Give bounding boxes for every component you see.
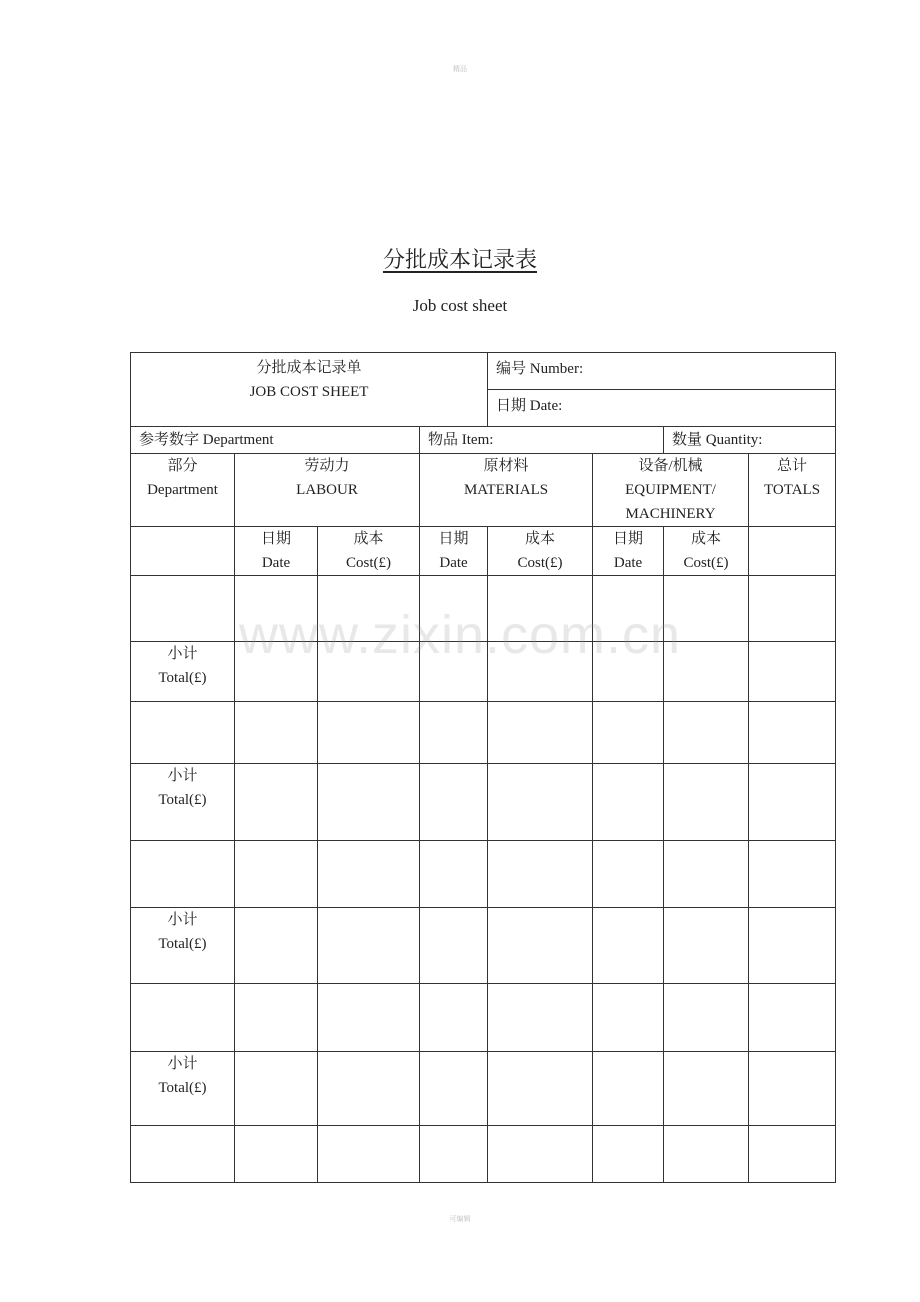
entry-cell[interactable] xyxy=(593,1126,664,1183)
sub-header-blank xyxy=(131,527,235,576)
subtotal-cn: 小计 xyxy=(167,1056,198,1072)
entry-cell[interactable] xyxy=(318,642,420,702)
quantity-field[interactable] xyxy=(664,427,836,454)
subtotal-label-cell xyxy=(131,1052,235,1126)
subtotal-row xyxy=(131,1052,836,1126)
entry-cell[interactable] xyxy=(593,984,664,1052)
sheet-name-en: JOB COST SHEET xyxy=(249,384,369,400)
sub-date-en: Date xyxy=(261,555,291,571)
table-row xyxy=(131,702,836,764)
sheet-name-cell xyxy=(131,353,488,427)
entry-cell[interactable] xyxy=(488,984,593,1052)
sub-header-materials-date xyxy=(420,527,488,576)
footer-note: 可编辑 xyxy=(449,1215,471,1223)
entry-cell[interactable] xyxy=(664,984,749,1052)
sub-date-cn: 日期 xyxy=(260,531,291,547)
number-label: 编号 Number: xyxy=(496,361,584,377)
entry-cell[interactable] xyxy=(235,764,318,841)
subtotal-cn: 小计 xyxy=(167,912,198,928)
col-materials-en: MATERIALS xyxy=(463,482,549,498)
entry-cell[interactable] xyxy=(488,764,593,841)
col-equipment-en2: MACHINERY xyxy=(625,506,716,522)
department-field[interactable] xyxy=(131,427,420,454)
sub-date-en: Date xyxy=(439,555,468,571)
entry-cell[interactable] xyxy=(131,841,235,908)
entry-cell[interactable] xyxy=(593,1052,664,1126)
entry-cell[interactable] xyxy=(131,576,235,642)
page-title: 分批成本记录表 xyxy=(382,247,537,272)
sub-header-materials-cost xyxy=(488,527,593,576)
subtotal-label-cell xyxy=(131,908,235,984)
col-header-totals xyxy=(749,454,836,527)
entry-cell[interactable] xyxy=(318,1052,420,1126)
sub-cost-en: Cost(£) xyxy=(346,555,391,571)
col-header-equipment xyxy=(593,454,749,527)
entry-cell[interactable] xyxy=(664,642,749,702)
entry-cell[interactable] xyxy=(318,576,420,642)
col-header-labour xyxy=(235,454,420,527)
sub-header-labour-date xyxy=(235,527,318,576)
entry-cell[interactable] xyxy=(749,702,836,764)
quantity-label: 数量 Quantity: xyxy=(672,432,763,448)
entry-cell[interactable] xyxy=(420,642,488,702)
entry-cell[interactable] xyxy=(235,576,318,642)
entry-cell[interactable] xyxy=(235,1126,318,1183)
entry-cell[interactable] xyxy=(488,1052,593,1126)
entry-cell[interactable] xyxy=(235,908,318,984)
subtotal-en: Total(£) xyxy=(158,792,207,808)
entry-cell[interactable] xyxy=(420,1126,488,1183)
number-field[interactable] xyxy=(488,353,836,390)
entry-cell[interactable] xyxy=(749,642,836,702)
entry-cell[interactable] xyxy=(420,576,488,642)
entry-cell[interactable] xyxy=(318,908,420,984)
entry-cell[interactable] xyxy=(131,1126,235,1183)
entry-cell[interactable] xyxy=(235,841,318,908)
entry-cell[interactable] xyxy=(420,908,488,984)
entry-cell[interactable] xyxy=(749,764,836,841)
subtotal-en: Total(£) xyxy=(158,670,207,686)
watermark: www.zixin.com.cn xyxy=(238,605,682,665)
sub-cost-cn: 成本 xyxy=(691,531,722,547)
entry-cell[interactable] xyxy=(593,908,664,984)
subtotal-cn: 小计 xyxy=(167,768,198,784)
entry-cell[interactable] xyxy=(664,908,749,984)
sub-header-equipment-cost xyxy=(664,527,749,576)
page-subtitle: Job cost sheet xyxy=(412,296,508,315)
subtotal-row xyxy=(131,764,836,841)
date-label: 日期 Date: xyxy=(496,398,563,414)
entry-cell[interactable] xyxy=(749,1052,836,1126)
entry-cell[interactable] xyxy=(235,642,318,702)
col-equipment-cn: 设备/机械 xyxy=(638,458,703,474)
entry-cell[interactable] xyxy=(420,984,488,1052)
entry-cell[interactable] xyxy=(749,841,836,908)
sub-header-labour-cost xyxy=(318,527,420,576)
col-totals-cn: 总计 xyxy=(777,458,808,474)
entry-cell[interactable] xyxy=(488,702,593,764)
table-row xyxy=(131,984,836,1052)
col-header-materials xyxy=(420,454,593,527)
item-field[interactable] xyxy=(420,427,664,454)
col-equipment-en: EQUIPMENT/ xyxy=(625,482,716,498)
entry-cell[interactable] xyxy=(664,1126,749,1183)
col-totals-en: TOTALS xyxy=(764,482,821,498)
subtotal-row xyxy=(131,908,836,984)
subtotal-label-cell xyxy=(131,764,235,841)
sub-cost-en: Cost(£) xyxy=(683,555,729,571)
sub-cost-cn: 成本 xyxy=(353,531,384,547)
col-materials-cn: 原材料 xyxy=(483,458,529,474)
entry-cell[interactable] xyxy=(593,702,664,764)
entry-cell[interactable] xyxy=(235,984,318,1052)
entry-cell[interactable] xyxy=(593,764,664,841)
entry-cell[interactable] xyxy=(235,1052,318,1126)
sub-header-equipment-date xyxy=(593,527,664,576)
entry-cell[interactable] xyxy=(318,702,420,764)
entry-cell[interactable] xyxy=(664,841,749,908)
entry-cell[interactable] xyxy=(420,702,488,764)
subtotal-cn: 小计 xyxy=(167,646,198,662)
entry-cell[interactable] xyxy=(488,576,593,642)
table-row xyxy=(131,1126,836,1183)
subtotal-label-cell xyxy=(131,642,235,702)
department-label: 参考数字 Department xyxy=(139,432,274,448)
entry-cell[interactable] xyxy=(664,1052,749,1126)
sub-header-totals-blank xyxy=(749,527,836,576)
col-department-en: Department xyxy=(147,482,218,498)
sheet-name-cn: 分批成本记录单 xyxy=(256,360,362,376)
entry-cell[interactable] xyxy=(749,984,836,1052)
col-department-cn: 部分 xyxy=(167,458,198,474)
sub-cost-cn: 成本 xyxy=(525,531,556,547)
entry-cell[interactable] xyxy=(131,702,235,764)
col-labour-en: LABOUR xyxy=(296,482,358,498)
entry-cell[interactable] xyxy=(664,576,749,642)
job-cost-sheet-table xyxy=(130,352,836,1183)
entry-cell[interactable] xyxy=(420,841,488,908)
entry-cell[interactable] xyxy=(593,642,664,702)
sub-date-cn: 日期 xyxy=(613,531,644,547)
entry-cell[interactable] xyxy=(235,702,318,764)
entry-cell[interactable] xyxy=(488,908,593,984)
entry-cell[interactable] xyxy=(593,576,664,642)
col-labour-cn: 劳动力 xyxy=(304,458,350,474)
entry-cell[interactable] xyxy=(488,841,593,908)
subtotal-en: Total(£) xyxy=(158,936,207,952)
date-field[interactable] xyxy=(488,390,836,427)
table-row xyxy=(131,576,836,642)
entry-cell[interactable] xyxy=(488,642,593,702)
sub-date-en: Date xyxy=(613,555,643,571)
entry-cell[interactable] xyxy=(488,1126,593,1183)
entry-cell[interactable] xyxy=(131,984,235,1052)
header-note: 精品 xyxy=(453,65,467,73)
col-header-department xyxy=(131,454,235,527)
sub-cost-en: Cost(£) xyxy=(517,555,563,571)
item-label: 物品 Item: xyxy=(428,432,494,448)
entry-cell[interactable] xyxy=(749,576,836,642)
entry-cell[interactable] xyxy=(664,764,749,841)
sub-date-cn: 日期 xyxy=(438,531,469,547)
subtotal-en: Total(£) xyxy=(158,1080,207,1096)
entry-cell[interactable] xyxy=(318,1126,420,1183)
entry-cell[interactable] xyxy=(318,984,420,1052)
entry-cell[interactable] xyxy=(749,1126,836,1183)
entry-cell[interactable] xyxy=(318,764,420,841)
entry-cell[interactable] xyxy=(664,702,749,764)
subtotal-row xyxy=(131,642,836,702)
entry-cell[interactable] xyxy=(420,764,488,841)
entry-cell[interactable] xyxy=(749,908,836,984)
entry-cell[interactable] xyxy=(318,841,420,908)
entry-cell[interactable] xyxy=(420,1052,488,1126)
table-row xyxy=(131,841,836,908)
entry-cell[interactable] xyxy=(593,841,664,908)
